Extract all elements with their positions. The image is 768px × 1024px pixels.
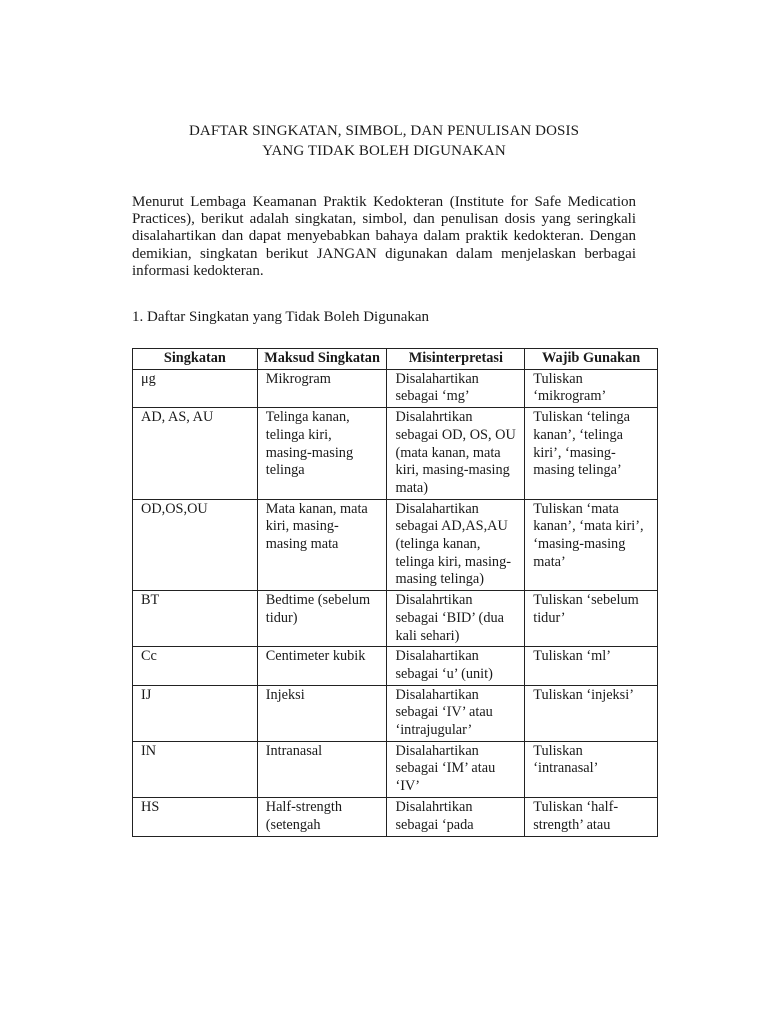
cell-misinterpretasi: Disalahartikan sebagai ‘u’ (unit)	[387, 647, 525, 685]
title-line-2: YANG TIDAK BOLEH DIGUNAKAN	[262, 143, 506, 159]
cell-maksud: Injeksi	[257, 685, 387, 741]
cell-misinterpretasi: Disalahartikan sebagai ‘IM’ atau ‘IV’	[387, 741, 525, 797]
cell-singkatan: AD, AS, AU	[133, 408, 258, 500]
cell-wajib-gunakan: Tuliskan ‘mata kanan’, ‘mata kiri’, ‘masing-masing mata’	[525, 499, 658, 591]
table-row	[133, 408, 658, 500]
abbreviation-table	[132, 348, 658, 837]
cell-misinterpretasi: Disalahartikan sebagai ‘mg’	[387, 369, 525, 407]
cell-maksud: Mata kanan, mata kiri, masing-masing mata	[257, 499, 387, 591]
cell-misinterpretasi: Disalahrtikan sebagai ‘pada	[387, 797, 525, 836]
cell-wajib-gunakan: Tuliskan ‘injeksi’	[525, 685, 658, 741]
cell-misinterpretasi: Disalahartikan sebagai AD,AS,AU (telinga kanan, telinga kiri, masing-masing telinga)	[387, 499, 525, 591]
cell-maksud: Centimeter kubik	[257, 647, 387, 685]
intro-paragraph: Menurut Lembaga Keamanan Praktik Kedokteran (Institute for Safe Medication Practices), berikut adalah singkatan, simbol, dan penulisan dosis yang seringkali disalahartikan dan dapat menyebabkan bahaya dalam praktik kedokteran. Dengan demikian, singkatan berikut JANGAN digunakan dalam menjelaskan berbagai informasi kedokteran.	[132, 194, 636, 279]
cell-misinterpretasi: Disalahrtikan sebagai ‘BID’ (dua kali sehari)	[387, 591, 525, 647]
cell-maksud: Half-strength (setengah	[257, 797, 387, 836]
cell-misinterpretasi: Disalahrtikan sebagai OD, OS, OU (mata kanan, mata kiri, masing-masing mata)	[387, 408, 525, 500]
cell-singkatan: OD,OS,OU	[133, 499, 258, 591]
table-row	[133, 741, 658, 797]
cell-wajib-gunakan: Tuliskan ‘sebelum tidur’	[525, 591, 658, 647]
table-header-row	[133, 349, 658, 370]
table-row	[133, 499, 658, 591]
header-misinterpretasi: Misinterpretasi	[387, 349, 525, 370]
cell-singkatan: HS	[133, 797, 258, 836]
cell-singkatan: IJ	[133, 685, 258, 741]
cell-wajib-gunakan: Tuliskan ‘mikrogram’	[525, 369, 658, 407]
table-row	[133, 797, 658, 836]
cell-singkatan: μg	[133, 369, 258, 407]
header-maksud-singkatan: Maksud Singkatan	[257, 349, 387, 370]
cell-misinterpretasi: Disalahartikan sebagai ‘IV’ atau ‘intrajugular’	[387, 685, 525, 741]
title-line-1: DAFTAR SINGKATAN, SIMBOL, DAN PENULISAN DOSIS	[188, 123, 580, 139]
table-row	[133, 369, 658, 407]
cell-singkatan: BT	[133, 591, 258, 647]
section-heading: 1. Daftar Singkatan yang Tidak Boleh Digunakan	[132, 309, 430, 325]
header-singkatan: Singkatan	[133, 349, 258, 370]
cell-maksud: Telinga kanan, telinga kiri, masing-masing telinga	[257, 408, 387, 500]
table-row	[133, 685, 658, 741]
cell-wajib-gunakan: Tuliskan ‘ml’	[525, 647, 658, 685]
cell-singkatan: IN	[133, 741, 258, 797]
cell-maksud: Intranasal	[257, 741, 387, 797]
table-row	[133, 647, 658, 685]
document-title	[0, 121, 768, 161]
cell-wajib-gunakan: Tuliskan ‘intranasal’	[525, 741, 658, 797]
cell-wajib-gunakan: Tuliskan ‘telinga kanan’, ‘telinga kiri’, ‘masing-masing telinga’	[525, 408, 658, 500]
cell-maksud: Mikrogram	[257, 369, 387, 407]
cell-maksud: Bedtime (sebelum tidur)	[257, 591, 387, 647]
table-row	[133, 591, 658, 647]
cell-singkatan: Cc	[133, 647, 258, 685]
header-wajib-gunakan: Wajib Gunakan	[525, 349, 658, 370]
cell-wajib-gunakan: Tuliskan ‘half-strength’ atau	[525, 797, 658, 836]
